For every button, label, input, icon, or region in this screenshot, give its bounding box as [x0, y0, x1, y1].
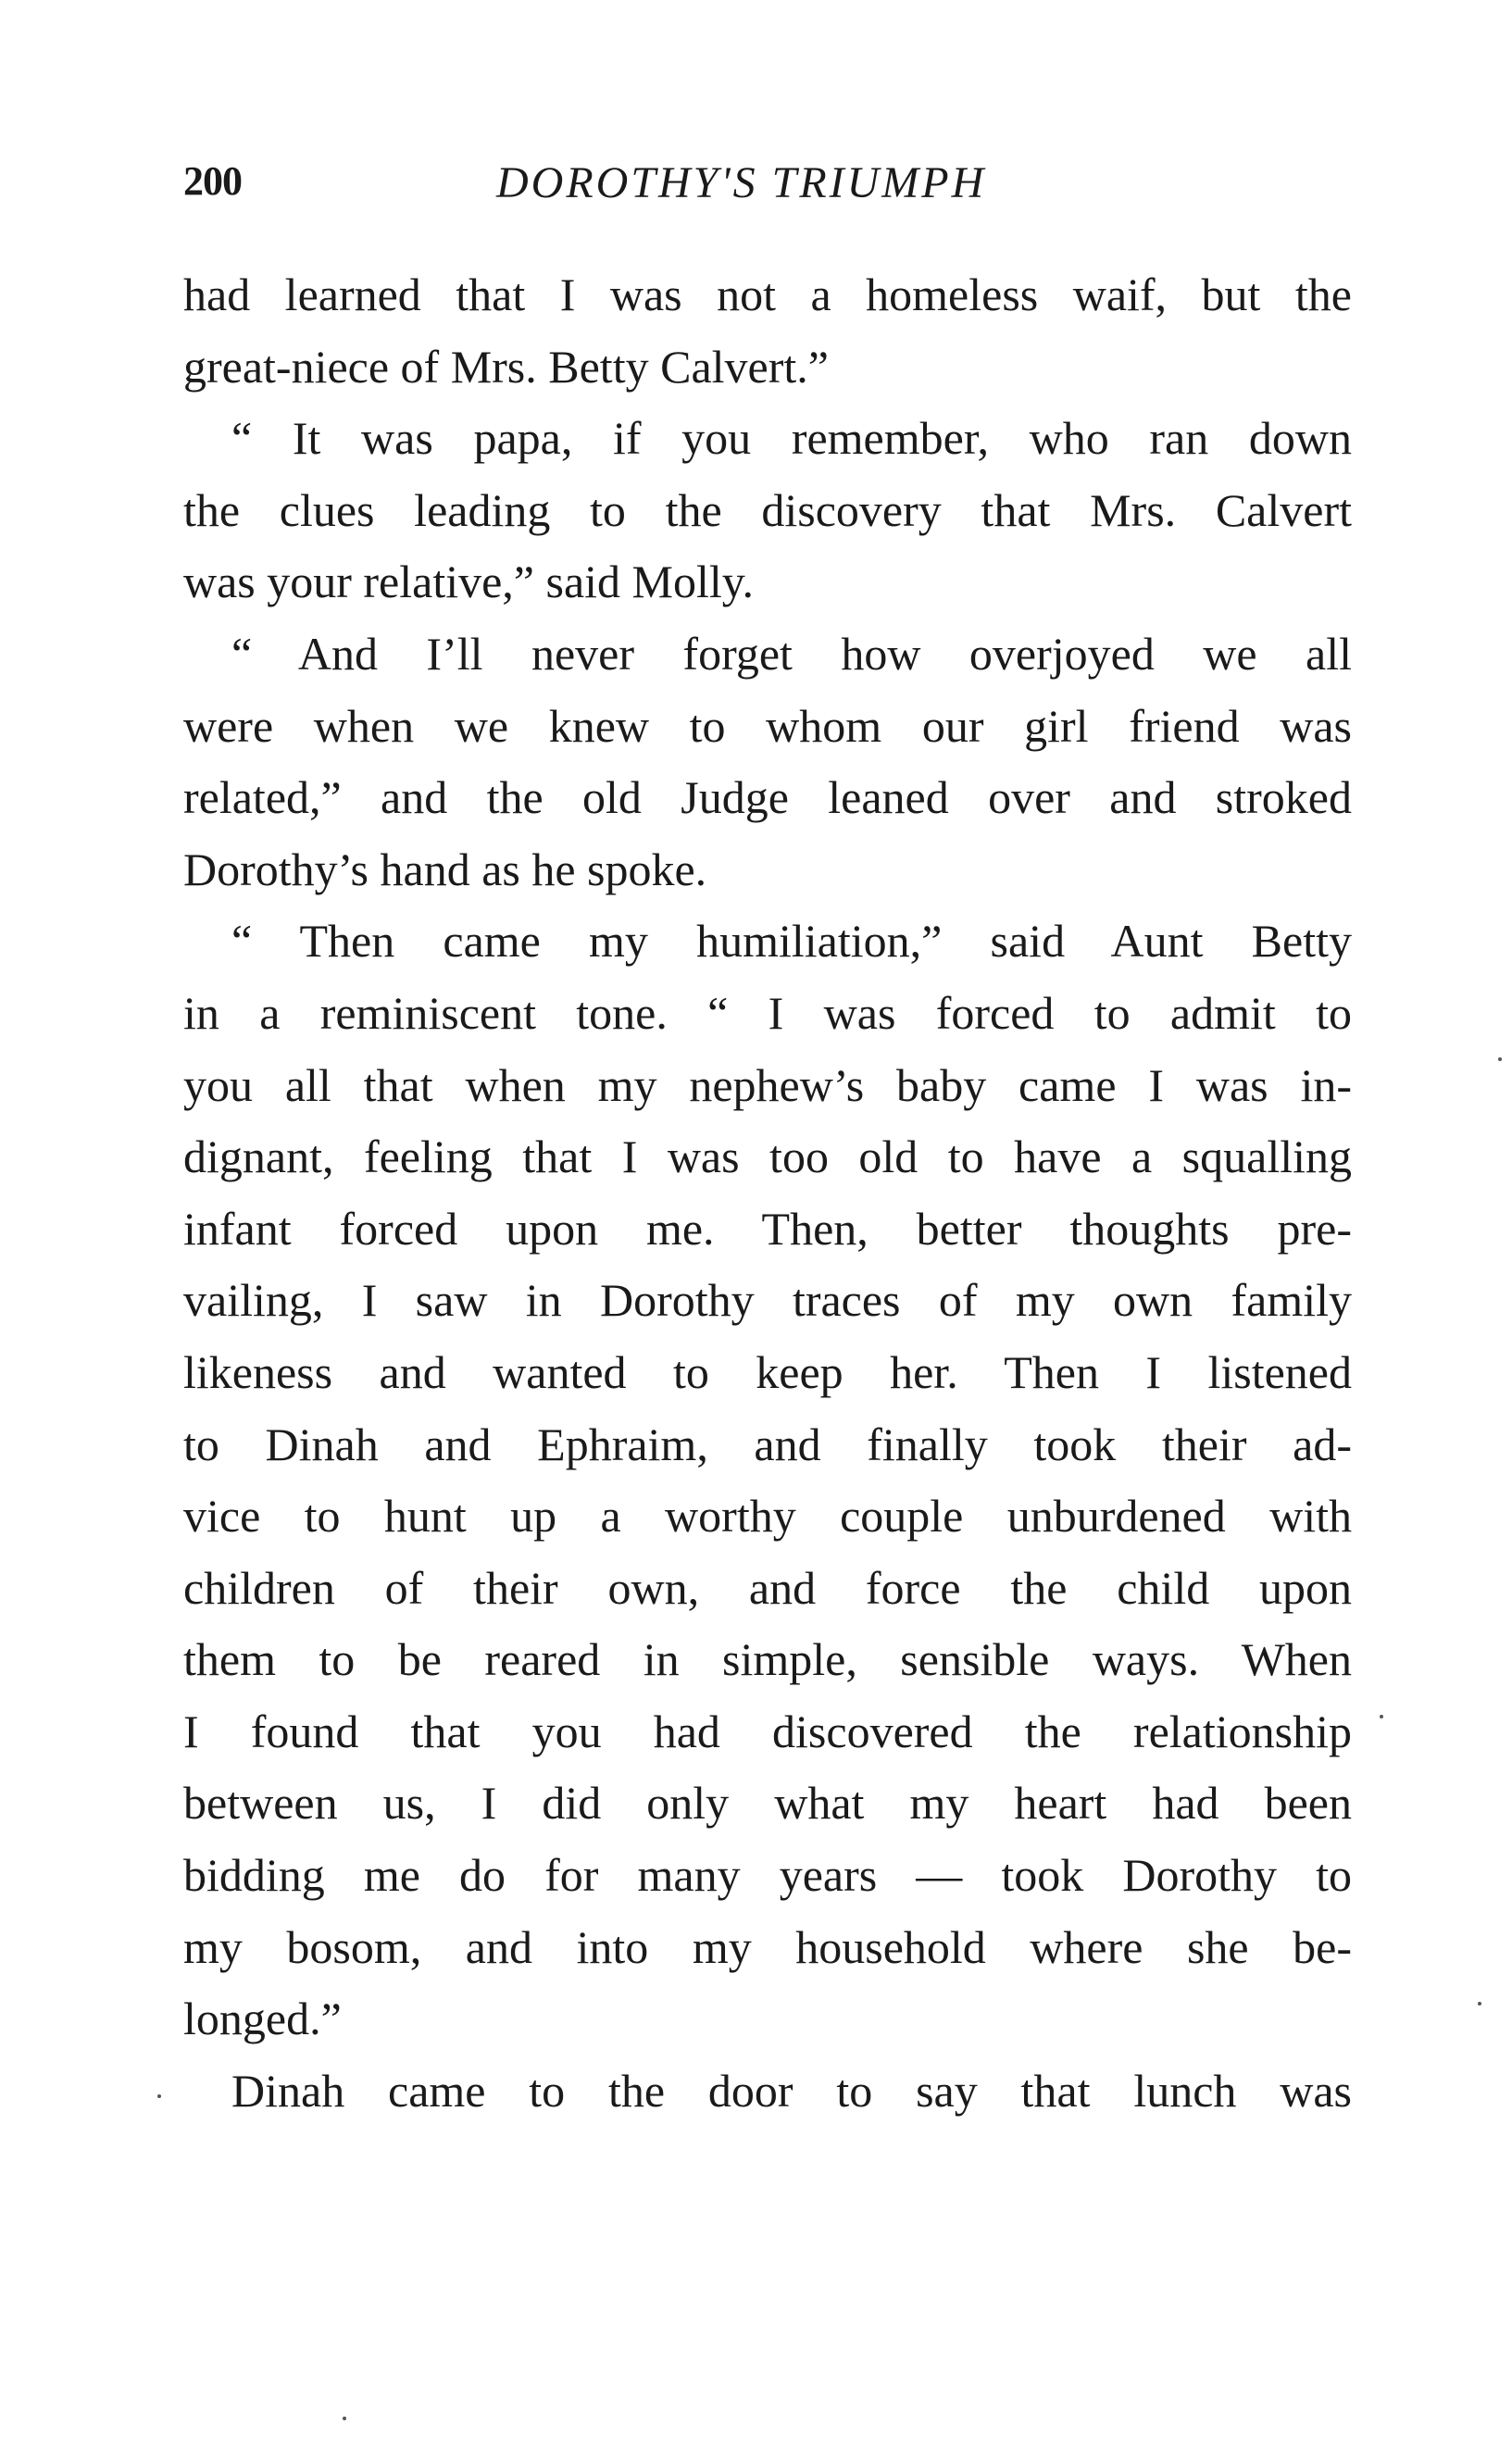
text-line: Dinah came to the door to say that lunch was: [231, 2064, 1352, 2117]
text-line: you all that when my nephew’s baby came I was in-: [183, 1058, 1352, 1111]
text-line: infant forced upon me. Then, better thoughts pre-: [183, 1202, 1352, 1255]
scan-speck: [1478, 2002, 1481, 2005]
body-text: [183, 259, 1352, 2127]
running-title: DOROTHY'S TRIUMPH: [496, 158, 987, 207]
text-line: my bosom, and into my household where she be-: [183, 1920, 1352, 1973]
text-line: to Dinah and Ephraim, and finally took their ad-: [183, 1418, 1352, 1470]
text-line: in a reminiscent tone. “ I was forced to admit to: [183, 986, 1352, 1039]
text-line: I found that you had discovered the relationship: [183, 1705, 1352, 1757]
text-line: the clues leading to the discovery that Mrs. Calvert: [183, 483, 1352, 536]
scan-speck: [1380, 1715, 1383, 1718]
text-line: vailing, I saw in Dorothy traces of my own family: [183, 1274, 1352, 1327]
scan-speck: [343, 2417, 346, 2420]
text-line: longed.”: [183, 1993, 342, 2045]
text-line: was your relative,” said Molly.: [183, 556, 755, 608]
text-line: likeness and wanted to keep her. Then I listened: [183, 1345, 1352, 1398]
scan-speck: [157, 2094, 161, 2098]
text-line: had learned that I was not a homeless waif, but the: [183, 269, 1352, 320]
text-line: were when we knew to whom our girl friend was: [183, 699, 1352, 752]
text-line: children of their own, and force the child upon: [183, 1561, 1352, 1614]
text-line: “ It was papa, if you remember, who ran down: [231, 412, 1352, 465]
scan-speck: [1498, 1057, 1502, 1061]
text-line: “ And I’ll never forget how overjoyed we all: [231, 627, 1352, 680]
text-line: between us, I did only what my heart had been: [183, 1777, 1352, 1830]
text-line: vice to hunt up a worthy couple unburdened with: [183, 1490, 1352, 1543]
page-header: [183, 157, 1352, 222]
page-number: 200: [183, 158, 242, 204]
text-line: bidding me do for many years — took Dorothy to: [183, 1849, 1352, 1902]
text-line: related,” and the old Judge leaned over and stroked: [183, 771, 1352, 824]
text-line: them to be reared in simple, sensible ways. When: [183, 1633, 1352, 1686]
text-line: “ Then came my humiliation,” said Aunt Betty: [231, 915, 1352, 968]
text-line: Dorothy’s hand as he spoke.: [183, 843, 707, 895]
text-line: dignant, feeling that I was too old to have a squalling: [183, 1131, 1352, 1183]
text-line: great-niece of Mrs. Betty Calvert.”: [183, 340, 829, 393]
